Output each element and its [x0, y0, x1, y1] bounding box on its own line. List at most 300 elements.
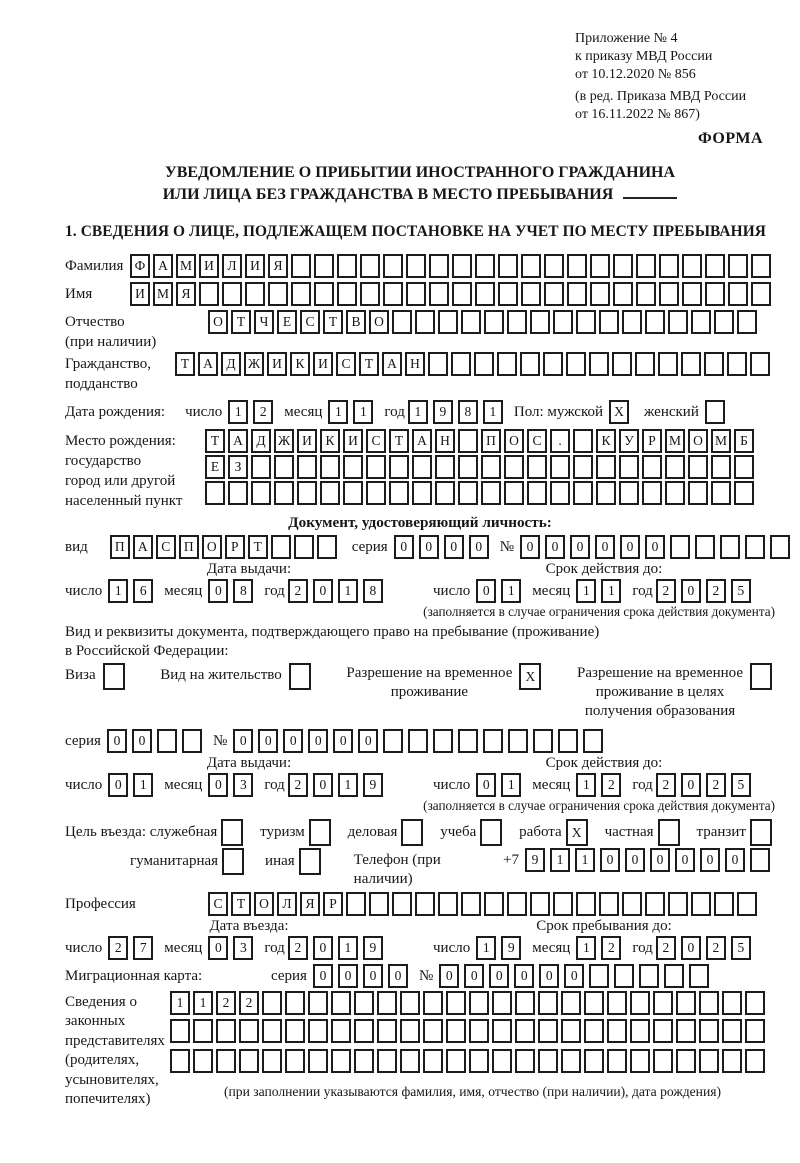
char-box — [689, 964, 709, 988]
title-blank-underline — [623, 197, 677, 199]
char-box — [728, 254, 748, 278]
representatives-label: Сведения о законных представителях (родителях, усыновителях, попечителях) — [65, 993, 165, 1108]
representatives-row2 — [170, 1019, 768, 1043]
work-checkbox — [566, 819, 591, 846]
char-box — [343, 455, 363, 479]
month-word: месяц — [532, 939, 571, 956]
char-box — [216, 1019, 236, 1043]
appendix-line: к приказу МВД России — [575, 49, 713, 65]
char-box — [691, 892, 711, 916]
char-box — [343, 481, 363, 505]
char-box — [446, 1019, 466, 1043]
char-box — [619, 455, 639, 479]
field-residence-doc-number — [65, 729, 775, 753]
char-box: 1 — [108, 579, 128, 603]
char-box — [636, 282, 656, 306]
char-box: 0 — [394, 535, 414, 559]
char-box — [469, 1049, 489, 1073]
entry-month-boxes — [208, 936, 258, 960]
char-box: 1 — [576, 579, 596, 603]
char-box: К — [596, 429, 616, 453]
month-word: месяц — [532, 582, 571, 599]
doc-number-boxes — [520, 535, 795, 559]
char-box: 3 — [233, 936, 253, 960]
char-box: П — [179, 535, 199, 559]
char-box — [530, 310, 550, 334]
char-box — [682, 282, 702, 306]
char-box: 0 — [208, 579, 228, 603]
char-box — [308, 1019, 328, 1043]
char-box — [446, 991, 466, 1015]
char-box — [285, 1049, 305, 1073]
char-box: Е — [277, 310, 297, 334]
representatives-grid — [170, 991, 775, 1101]
char-box: Д — [221, 352, 241, 376]
char-box — [337, 254, 357, 278]
char-box: Я — [300, 892, 320, 916]
char-box — [415, 310, 435, 334]
char-box — [392, 892, 412, 916]
char-box — [429, 254, 449, 278]
char-box — [704, 352, 724, 376]
char-box — [469, 991, 489, 1015]
sex-male-label: Пол: мужской — [513, 403, 604, 420]
char-box — [590, 254, 610, 278]
char-box — [239, 1019, 259, 1043]
char-box: М — [665, 429, 685, 453]
residence-issue-year-boxes — [288, 773, 388, 797]
revision-line: (в ред. Приказа МВД России — [575, 88, 747, 104]
char-box: 0 — [358, 729, 378, 753]
identity-doc-dates — [65, 561, 775, 603]
char-box — [589, 352, 609, 376]
char-box: 6 — [133, 579, 153, 603]
char-box — [599, 310, 619, 334]
char-box — [469, 1019, 489, 1043]
phone-boxes — [525, 848, 775, 872]
char-box: Я — [176, 282, 196, 306]
char-box: Ч — [254, 310, 274, 334]
option-temp-residence-education: Разрешение на временное проживание в целях получения образования — [577, 662, 775, 721]
char-box — [584, 1049, 604, 1073]
year-word: год — [632, 776, 653, 793]
char-box — [622, 310, 642, 334]
field-citizenship — [65, 352, 775, 394]
option-residence-permit: Вид на жительство — [160, 662, 313, 690]
char-box — [544, 282, 564, 306]
char-box — [543, 352, 563, 376]
char-box: 1 — [601, 579, 621, 603]
validity-note: (заполняется в случае ограничения срока действия документа) — [423, 603, 775, 619]
char-box — [538, 1049, 558, 1073]
char-box — [614, 964, 634, 988]
char-box: 2 — [288, 936, 308, 960]
char-box — [354, 1019, 374, 1043]
char-box — [639, 964, 659, 988]
char-box: 0 — [283, 729, 303, 753]
char-box: 1 — [576, 936, 596, 960]
humanitarian-checkbox — [222, 848, 247, 875]
char-box — [366, 481, 386, 505]
char-box: М — [176, 254, 196, 278]
char-box — [507, 892, 527, 916]
char-box — [366, 455, 386, 479]
char-box: Л — [277, 892, 297, 916]
option-transit: транзит — [696, 819, 774, 846]
char-box — [498, 254, 518, 278]
char-box — [262, 1049, 282, 1073]
residence-valid-month-boxes — [576, 773, 626, 797]
char-box: 0 — [313, 773, 333, 797]
char-box — [750, 848, 770, 872]
char-box — [630, 1019, 650, 1043]
study-checkbox — [480, 819, 505, 846]
char-box — [636, 254, 656, 278]
year-word: год — [264, 939, 285, 956]
char-box: 1 — [133, 773, 153, 797]
char-box — [458, 429, 478, 453]
char-box — [383, 282, 403, 306]
char-box: Е — [205, 455, 225, 479]
business-checkbox — [401, 819, 426, 846]
doc-valid-until: Срок действия до: число 0 1 месяц 1 1 год 2 0 2 5 — [433, 561, 775, 603]
char-box — [722, 991, 742, 1015]
validity-note-2: (заполняется в случае ограничения срока действия документа) — [423, 797, 775, 813]
char-box — [751, 282, 771, 306]
char-box: 1 — [483, 400, 503, 424]
char-box — [664, 964, 684, 988]
char-box — [751, 254, 771, 278]
char-box — [423, 991, 443, 1015]
doc-issue-year-boxes — [288, 579, 388, 603]
char-box — [438, 310, 458, 334]
migration-card-label: Миграционная карта: — [65, 967, 203, 984]
char-box — [251, 481, 271, 505]
char-box: 1 — [575, 848, 595, 872]
char-box: Р — [323, 892, 343, 916]
char-box — [435, 481, 455, 505]
char-box — [630, 1049, 650, 1073]
char-box: Ж — [274, 429, 294, 453]
citizenship-boxes — [175, 352, 773, 376]
char-box: А — [198, 352, 218, 376]
transit-checkbox — [750, 819, 775, 846]
char-box — [221, 819, 243, 846]
field-visit-purpose-2 — [65, 848, 775, 890]
option-visa: Виза — [65, 662, 128, 690]
char-box: 0 — [313, 579, 333, 603]
char-box — [228, 481, 248, 505]
char-box — [668, 892, 688, 916]
char-box: 0 — [308, 729, 328, 753]
char-box — [612, 352, 632, 376]
char-box — [590, 282, 610, 306]
char-box — [645, 892, 665, 916]
char-box — [377, 991, 397, 1015]
year-word: год — [632, 939, 653, 956]
char-box: С — [527, 429, 547, 453]
char-box: Н — [435, 429, 455, 453]
residence-issue-month-boxes — [208, 773, 258, 797]
residence-number-boxes — [233, 729, 608, 753]
representatives-row1 — [170, 991, 768, 1015]
char-box: 2 — [288, 773, 308, 797]
char-box — [271, 535, 291, 559]
stay-month-boxes — [576, 936, 626, 960]
option-business: деловая — [348, 819, 427, 846]
char-box: А — [228, 429, 248, 453]
char-box: 1 — [338, 773, 358, 797]
char-box — [377, 1019, 397, 1043]
birth-place-row1 — [205, 429, 757, 453]
char-box: 2 — [706, 936, 726, 960]
char-box: X — [519, 663, 541, 690]
char-box — [737, 310, 757, 334]
year-word: год — [384, 403, 405, 420]
year-word: год — [264, 776, 285, 793]
char-box — [331, 991, 351, 1015]
char-box — [553, 310, 573, 334]
char-box — [474, 352, 494, 376]
char-box: 0 — [464, 964, 484, 988]
char-box: 0 — [132, 729, 152, 753]
char-box — [728, 282, 748, 306]
official-checkbox — [221, 819, 246, 846]
residence-doc-options — [65, 662, 775, 721]
char-box — [630, 991, 650, 1015]
char-box — [705, 254, 725, 278]
char-box: 0 — [564, 964, 584, 988]
char-box — [745, 1019, 765, 1043]
char-box — [745, 1049, 765, 1073]
field-representatives — [65, 991, 775, 1110]
char-box: 2 — [706, 579, 726, 603]
char-box: 0 — [625, 848, 645, 872]
residence-doc-dates — [65, 755, 775, 797]
char-box: О — [208, 310, 228, 334]
char-box — [331, 1049, 351, 1073]
char-box: С — [336, 352, 356, 376]
revision-note — [575, 88, 775, 124]
char-box: 2 — [656, 773, 676, 797]
month-word: месяц — [164, 582, 203, 599]
char-box: Т — [389, 429, 409, 453]
birth-place-grid — [205, 429, 775, 512]
char-box: И — [313, 352, 333, 376]
number-word: № — [499, 538, 514, 555]
char-box — [699, 1019, 719, 1043]
char-box — [458, 481, 478, 505]
char-box: 0 — [444, 535, 464, 559]
char-box — [294, 535, 314, 559]
char-box — [274, 455, 294, 479]
char-box — [607, 1019, 627, 1043]
month-word: месяц — [164, 939, 203, 956]
char-box — [458, 729, 478, 753]
char-box — [711, 455, 731, 479]
char-box — [262, 1019, 282, 1043]
char-box — [484, 310, 504, 334]
char-box — [770, 535, 790, 559]
temp-residence-education-checkbox — [750, 663, 775, 690]
char-box — [645, 310, 665, 334]
doc-type-boxes — [110, 535, 340, 559]
surname-label: Фамилия — [65, 257, 124, 274]
char-box — [239, 1049, 259, 1073]
char-box: В — [346, 310, 366, 334]
char-box — [750, 663, 772, 690]
char-box — [567, 282, 587, 306]
char-box: 2 — [706, 773, 726, 797]
surname-boxes — [130, 254, 774, 278]
char-box — [670, 535, 690, 559]
residence-permit-checkbox — [289, 663, 314, 690]
char-box — [438, 892, 458, 916]
char-box: 1 — [408, 400, 428, 424]
char-box — [750, 352, 770, 376]
option-tourism: туризм — [260, 819, 334, 846]
char-box — [521, 254, 541, 278]
char-box: 5 — [731, 579, 751, 603]
char-box — [573, 455, 593, 479]
char-box — [561, 991, 581, 1015]
series-word: серия — [65, 732, 101, 749]
char-box: 0 — [681, 936, 701, 960]
doc-valid-year-boxes — [656, 579, 756, 603]
char-box — [216, 1049, 236, 1073]
year-word: год — [632, 582, 653, 599]
char-box — [492, 1019, 512, 1043]
char-box: . — [550, 429, 570, 453]
char-box — [360, 254, 380, 278]
char-box — [665, 481, 685, 505]
day-word: число — [433, 776, 471, 793]
option-study: учеба — [440, 819, 505, 846]
char-box — [451, 352, 471, 376]
char-box: 2 — [288, 579, 308, 603]
revision-line: от 16.11.2022 № 867) — [575, 106, 700, 122]
residence-valid-year-boxes — [656, 773, 756, 797]
char-box — [199, 282, 219, 306]
char-box — [297, 455, 317, 479]
char-box — [317, 535, 337, 559]
day-word: число — [65, 582, 103, 599]
char-box — [309, 819, 331, 846]
char-box — [596, 455, 616, 479]
doc-title-line2: ИЛИ ЛИЦА БЕЗ ГРАЖДАНСТВА В МЕСТО ПРЕБЫВАНИЯ — [65, 184, 775, 206]
char-box: О — [504, 429, 524, 453]
char-box — [360, 282, 380, 306]
char-box: 9 — [433, 400, 453, 424]
char-box: 0 — [514, 964, 534, 988]
char-box — [423, 1019, 443, 1043]
char-box — [480, 819, 502, 846]
char-box: Т — [231, 892, 251, 916]
char-box — [607, 1049, 627, 1073]
char-box — [157, 729, 177, 753]
char-box — [461, 892, 481, 916]
char-box — [619, 481, 639, 505]
char-box — [515, 1019, 535, 1043]
char-box — [734, 455, 754, 479]
char-box — [320, 481, 340, 505]
char-box: 5 — [731, 773, 751, 797]
char-box: 1 — [476, 936, 496, 960]
char-box: П — [481, 429, 501, 453]
char-box — [308, 1049, 328, 1073]
char-box — [676, 1019, 696, 1043]
char-box: 0 — [700, 848, 720, 872]
char-box — [659, 254, 679, 278]
char-box: И — [199, 254, 219, 278]
char-box: Я — [268, 254, 288, 278]
char-box — [262, 991, 282, 1015]
char-box — [507, 310, 527, 334]
char-box — [392, 310, 412, 334]
char-box — [289, 663, 311, 690]
char-box — [589, 964, 609, 988]
year-word: год — [264, 582, 285, 599]
field-visit-purpose — [65, 819, 775, 846]
char-box: 7 — [133, 936, 153, 960]
char-box — [558, 729, 578, 753]
representatives-row3 — [170, 1049, 768, 1073]
representatives-note: (при заполнении указываются фамилия, имя, отчество (при наличии), дата рождения) — [223, 1083, 722, 1099]
char-box — [481, 481, 501, 505]
char-box: 0 — [107, 729, 127, 753]
phone-prefix: +7 — [503, 851, 519, 868]
char-box — [222, 848, 244, 875]
char-box — [561, 1049, 581, 1073]
char-box: 0 — [313, 936, 333, 960]
field-identity-doc — [65, 535, 775, 559]
char-box: 0 — [208, 936, 228, 960]
char-box — [170, 1049, 190, 1073]
char-box — [659, 282, 679, 306]
char-box — [492, 1049, 512, 1073]
stay-until: Срок пребывания до: число 1 9 месяц 1 2 год 2 0 2 5 — [433, 918, 775, 960]
char-box: 2 — [108, 936, 128, 960]
char-box: 0 — [469, 535, 489, 559]
temp-residence-checkbox — [519, 663, 544, 690]
char-box: 8 — [458, 400, 478, 424]
char-box — [653, 991, 673, 1015]
doc-series-boxes — [394, 535, 494, 559]
entry-dates — [65, 918, 775, 960]
birth-place-label: Место рождения: государство город или другой населенный пункт — [65, 432, 183, 509]
char-box — [103, 663, 125, 690]
char-box — [297, 481, 317, 505]
number-word: № — [212, 732, 228, 749]
char-box: 1 — [501, 773, 521, 797]
char-box — [658, 352, 678, 376]
month-word: месяц — [164, 776, 203, 793]
char-box: О — [254, 892, 274, 916]
char-box — [285, 991, 305, 1015]
sex-male-checkbox — [609, 400, 632, 424]
char-box — [653, 1049, 673, 1073]
char-box — [607, 991, 627, 1015]
char-box — [599, 892, 619, 916]
char-box: Т — [231, 310, 251, 334]
doc-type-label: вид — [65, 538, 88, 555]
migration-series-boxes — [313, 964, 413, 988]
field-given-name — [65, 282, 775, 306]
char-box: 0 — [363, 964, 383, 988]
char-box: 0 — [476, 773, 496, 797]
char-box — [251, 455, 271, 479]
char-box — [346, 892, 366, 916]
